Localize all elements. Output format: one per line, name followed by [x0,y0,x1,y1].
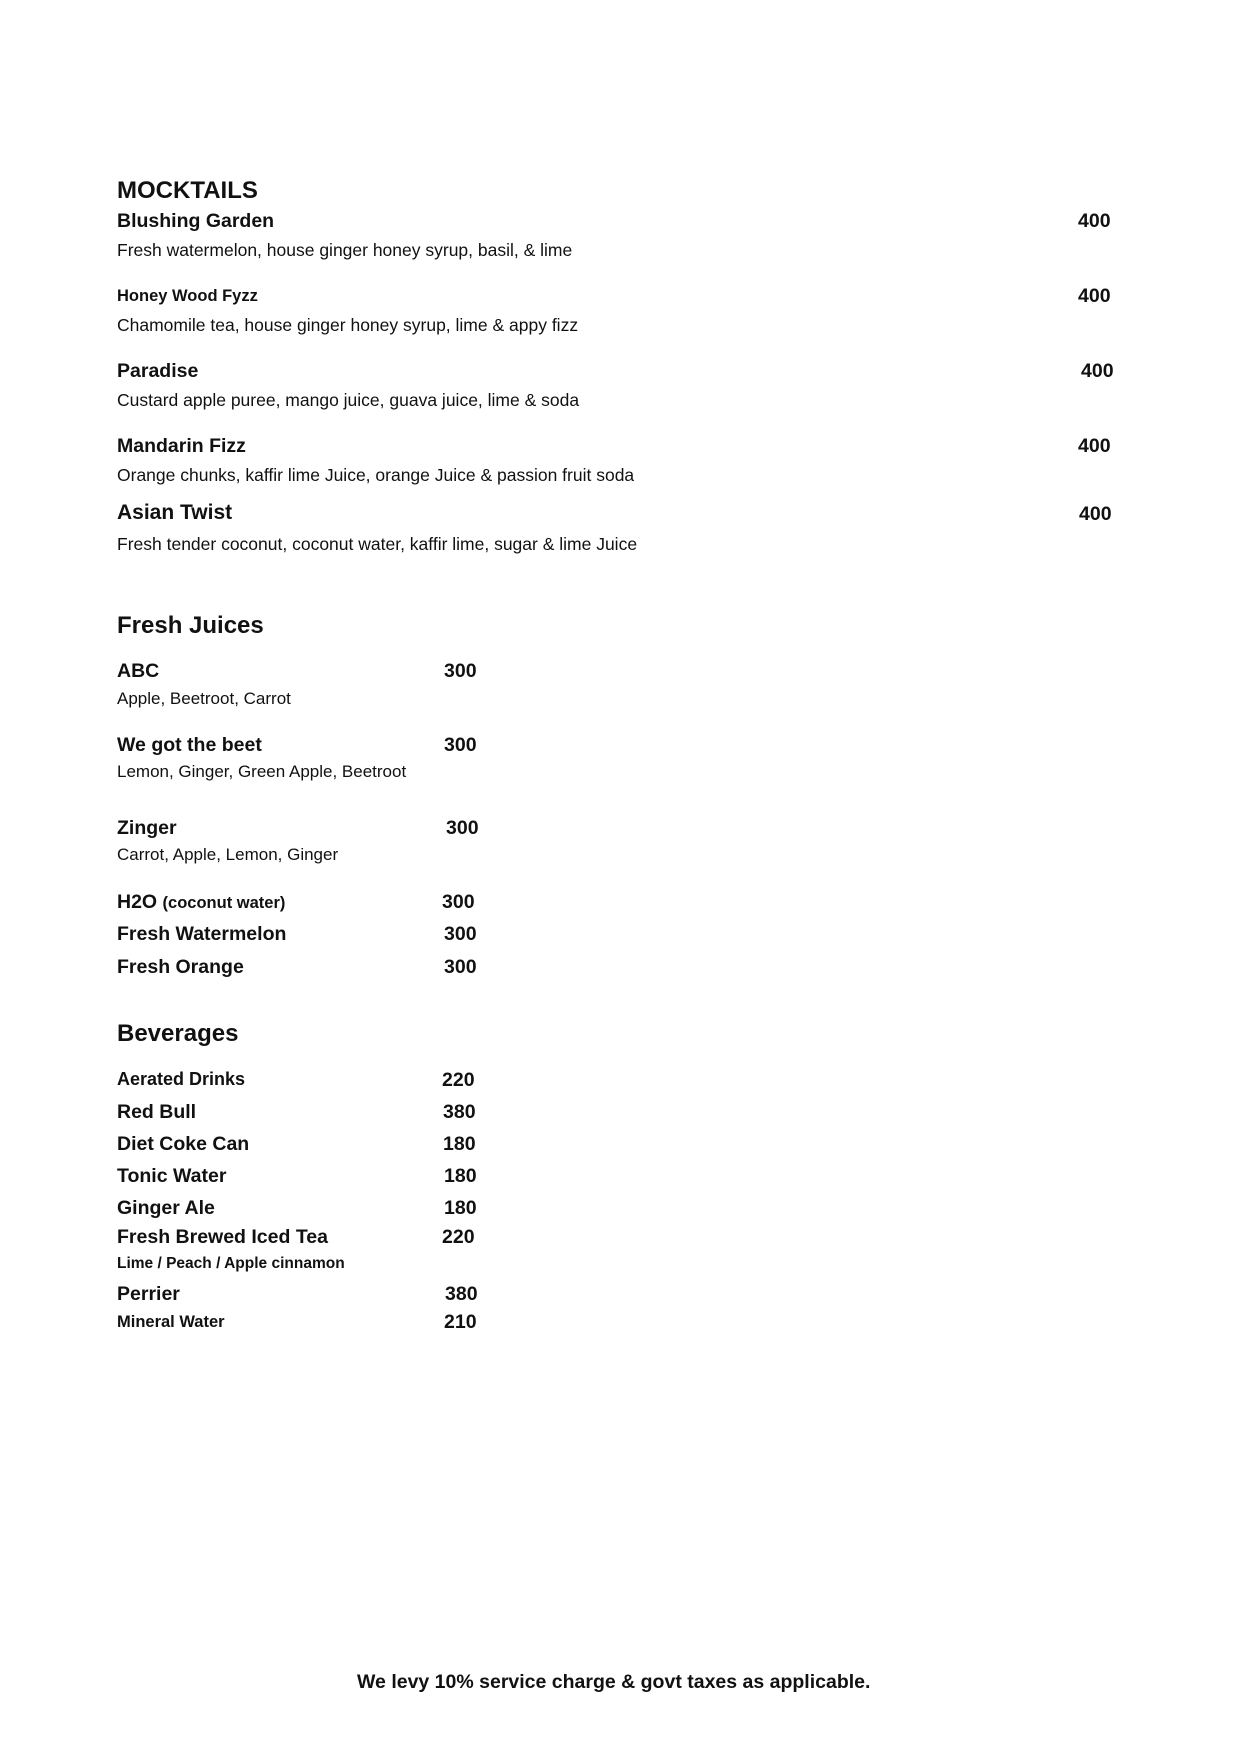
menu-item-price: 400 [1078,285,1111,307]
menu-item-name: Diet Coke Can [117,1133,250,1155]
menu-item-price: 300 [444,734,477,756]
menu-item-name: Honey Wood Fyzz [117,287,258,305]
menu-item-description: Carrot, Apple, Lemon, Ginger [117,845,339,864]
menu-item-name: Mandarin Fizz [117,435,246,457]
menu-item-price: 180 [444,1165,477,1187]
menu-item-name: ABC [117,660,160,682]
menu-item-options: Lime / Peach / Apple cinnamon [117,1255,345,1272]
menu-item-price: 400 [1079,503,1112,525]
menu-item-description: Fresh watermelon, house ginger honey syrup, basil, & lime [117,240,573,260]
menu-item-price: 210 [444,1311,477,1333]
menu-item-price: 400 [1078,210,1111,232]
menu-item-name: Blushing Garden [117,210,275,232]
menu-item-description: Custard apple puree, mango juice, guava juice, lime & soda [117,390,580,410]
menu-item-note: (coconut water) [162,894,286,912]
menu-item-price: 300 [444,660,477,682]
menu-item-price: 180 [443,1133,476,1155]
menu-item-price: 180 [444,1197,477,1219]
menu-item-price: 220 [442,1226,475,1248]
section-heading-mocktails: MOCKTAILS [117,177,258,204]
menu-item-price: 220 [442,1069,475,1091]
menu-item-name: H2O [117,891,158,913]
menu-item-description: Chamomile tea, house ginger honey syrup, lime & appy fizz [117,315,579,335]
menu-item-name: We got the beet [117,734,262,756]
menu-item-name: Asian Twist [117,501,233,524]
footer-note: We levy 10% service charge & govt taxes as applicable. [357,1671,871,1693]
menu-item-price: 380 [445,1283,478,1305]
menu-item-name: Mineral Water [117,1313,225,1331]
menu-item-price: 400 [1078,435,1111,457]
menu-item-description: Apple, Beetroot, Carrot [117,689,291,708]
menu-item-name: Fresh Orange [117,956,244,978]
menu-item-name: Ginger Ale [117,1197,215,1219]
menu-item-name: Perrier [117,1283,180,1305]
menu-item-description: Orange chunks, kaffir lime Juice, orange Juice & passion fruit soda [117,465,635,485]
menu-item-name: Aerated Drinks [117,1069,246,1089]
section-heading-fresh-juices: Fresh Juices [117,612,264,639]
menu-item-name: Fresh Brewed Iced Tea [117,1226,328,1248]
menu-item-h2o [117,891,285,914]
menu-item-name: Paradise [117,360,199,382]
menu-item-description: Fresh tender coconut, coconut water, kaffir lime, sugar & lime Juice [117,534,638,554]
menu-item-name: Fresh Watermelon [117,923,287,945]
menu-item-price: 300 [442,891,475,913]
section-heading-beverages: Beverages [117,1020,239,1047]
menu-item-price: 300 [444,956,477,978]
menu-item-price: 300 [444,923,477,945]
menu-item-price: 380 [443,1101,476,1123]
menu-item-name: Zinger [117,817,177,839]
menu-item-price: 400 [1081,360,1114,382]
menu-item-description: Lemon, Ginger, Green Apple, Beetroot [117,762,407,781]
menu-item-price: 300 [446,817,479,839]
menu-item-name: Tonic Water [117,1165,227,1187]
menu-item-name: Red Bull [117,1101,197,1123]
